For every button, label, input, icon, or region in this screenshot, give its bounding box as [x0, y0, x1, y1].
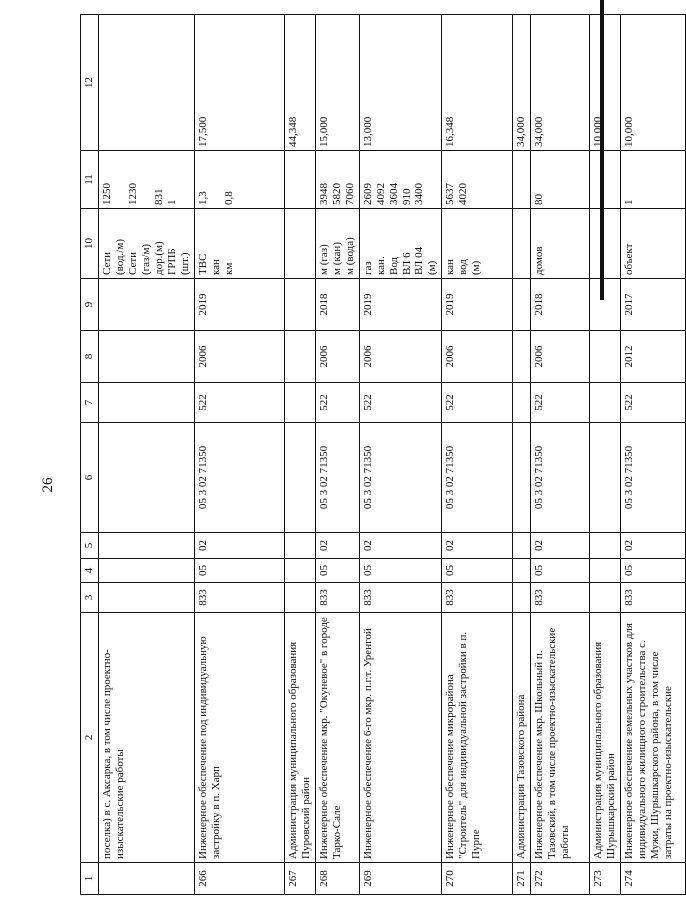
row-number: [98, 863, 194, 895]
row-description: Инженерное обеспечение под индивидуальную застройку в п. Харп: [194, 613, 284, 863]
row-year-start: 2006: [531, 331, 590, 383]
row-code-7: 522: [194, 383, 284, 423]
row-units: [284, 209, 315, 279]
row-quantities: 5637 4020: [442, 151, 513, 209]
row-year-end: 2018: [531, 279, 590, 331]
table-row: [590, 15, 621, 895]
row-amount: 10,000: [590, 15, 621, 151]
row-code-6: 05 3 02 71350: [531, 423, 590, 533]
table-row: [513, 15, 531, 895]
col-header-10: 10: [81, 209, 99, 279]
row-quantities: 80: [531, 151, 590, 209]
row-number: 266: [194, 863, 284, 895]
row-code-3: [98, 583, 194, 613]
row-quantities: 1,3 0,8: [194, 151, 284, 209]
row-code-6: [513, 423, 531, 533]
row-code-4: [590, 559, 621, 583]
page-number: 26: [40, 477, 56, 493]
row-code-6: 05 3 02 71350: [442, 423, 513, 533]
row-code-5: [590, 533, 621, 559]
row-year-end: [284, 279, 315, 331]
row-code-3: 833: [315, 583, 359, 613]
row-code-6: 05 3 02 71350: [315, 423, 359, 533]
row-year-start: [590, 331, 621, 383]
row-code-5: [98, 533, 194, 559]
row-code-3: 833: [442, 583, 513, 613]
row-description: Администрация муниципального образования Пуровский район: [284, 613, 315, 863]
row-code-4: 05: [194, 559, 284, 583]
row-amount: [98, 15, 194, 151]
row-quantities: 3948 5820 7060: [315, 151, 359, 209]
row-code-5: 02: [442, 533, 513, 559]
row-code-3: [513, 583, 531, 613]
table-row: [621, 15, 686, 895]
row-units: ТВС кан км: [194, 209, 284, 279]
row-units: объект: [621, 209, 686, 279]
row-code-3: 833: [531, 583, 590, 613]
row-number: 268: [315, 863, 359, 895]
table-row: [98, 15, 194, 895]
table-row: [531, 15, 590, 895]
row-code-3: 833: [621, 583, 686, 613]
row-code-7: 522: [621, 383, 686, 423]
row-quantities: 1250 1230 831 1: [98, 151, 194, 209]
col-header-1: 1: [81, 863, 99, 895]
row-amount: 13,000: [359, 15, 442, 151]
table-row: [315, 15, 359, 895]
row-units: кан вод (м): [442, 209, 513, 279]
row-code-4: [513, 559, 531, 583]
row-code-4: 05: [621, 559, 686, 583]
row-description: Администрация муниципального образования Шурышкарский район: [590, 613, 621, 863]
row-year-end: [590, 279, 621, 331]
row-description: Администрация Тазовского района: [513, 613, 531, 863]
row-code-3: [590, 583, 621, 613]
row-code-4: [98, 559, 194, 583]
row-code-5: [284, 533, 315, 559]
table-row: [284, 15, 315, 895]
row-code-4: 05: [442, 559, 513, 583]
row-units: [590, 209, 621, 279]
row-code-7: 522: [531, 383, 590, 423]
col-header-11: 11: [81, 151, 99, 209]
row-code-6: [590, 423, 621, 533]
row-quantities: [513, 151, 531, 209]
row-amount: 15,000: [315, 15, 359, 151]
row-number: 273: [590, 863, 621, 895]
row-code-6: 05 3 02 71350: [621, 423, 686, 533]
row-description: Инженерное обеспечение 6-го мкр. п.г.т. Уренгой: [359, 613, 442, 863]
row-code-6: 05 3 02 71350: [194, 423, 284, 533]
row-code-5: 02: [621, 533, 686, 559]
row-quantities: 2609 4092 3604 910 3400: [359, 151, 442, 209]
row-units: домов: [531, 209, 590, 279]
row-year-end: 2018: [315, 279, 359, 331]
row-year-end: 2017: [621, 279, 686, 331]
row-amount: 17,500: [194, 15, 284, 151]
row-amount: 34,000: [513, 15, 531, 151]
row-code-3: 833: [359, 583, 442, 613]
row-units: газ кан. Вод ВЛ 6 ВЛ 04 (м): [359, 209, 442, 279]
row-code-7: [513, 383, 531, 423]
table-row: [194, 15, 284, 895]
table-row: [442, 15, 513, 895]
row-amount: 10,000: [621, 15, 686, 151]
row-number: 270: [442, 863, 513, 895]
row-amount: 34,000: [531, 15, 590, 151]
col-header-8: 8: [81, 331, 99, 383]
col-header-5: 5: [81, 533, 99, 559]
row-code-3: [284, 583, 315, 613]
row-code-7: 522: [359, 383, 442, 423]
row-code-7: [98, 383, 194, 423]
row-description: Инженерное обеспечение микрорайона "Строитель" для индивидуальной застройки в п. Пурпе: [442, 613, 513, 863]
row-year-start: 2006: [359, 331, 442, 383]
row-year-end: 2019: [442, 279, 513, 331]
row-quantities: [590, 151, 621, 209]
row-code-6: [98, 423, 194, 533]
col-header-6: 6: [81, 423, 99, 533]
row-year-start: [284, 331, 315, 383]
row-description: Инженерное обеспечение земельных участков для индивидуального жилищного строительства с. Мужи, Шурышкарского района, в том числе затраты на проектно-изыскательские: [621, 613, 686, 863]
row-number: 269: [359, 863, 442, 895]
row-number: 274: [621, 863, 686, 895]
row-quantities: 1: [621, 151, 686, 209]
row-code-6: 05 3 02 71350: [359, 423, 442, 533]
col-header-9: 9: [81, 279, 99, 331]
row-code-6: [284, 423, 315, 533]
row-amount: 44,348: [284, 15, 315, 151]
row-year-end: [513, 279, 531, 331]
col-header-7: 7: [81, 383, 99, 423]
row-code-4: 05: [315, 559, 359, 583]
row-code-4: [284, 559, 315, 583]
row-description: Инженерное обеспечение мкр. "Окуневое" в городе Тарко-Сале: [315, 613, 359, 863]
col-header-3: 3: [81, 583, 99, 613]
row-description: Инженерное обеспечение мкр. Школьный п. Тазовский, в том числе проектно-изыскательские работы: [531, 613, 590, 863]
col-header-12: 12: [81, 15, 99, 151]
row-code-5: 02: [359, 533, 442, 559]
row-code-7: 522: [442, 383, 513, 423]
row-code-5: 02: [315, 533, 359, 559]
row-number: 267: [284, 863, 315, 895]
row-year-start: 2006: [194, 331, 284, 383]
row-year-start: 2006: [315, 331, 359, 383]
row-year-start: 2006: [442, 331, 513, 383]
row-year-start: 2012: [621, 331, 686, 383]
row-number: 271: [513, 863, 531, 895]
row-units: м (газ) м (кан) м (вода): [315, 209, 359, 279]
row-number: 272: [531, 863, 590, 895]
row-units: [513, 209, 531, 279]
row-code-7: 522: [315, 383, 359, 423]
row-code-7: [284, 383, 315, 423]
row-code-3: 833: [194, 583, 284, 613]
row-code-5: 02: [531, 533, 590, 559]
row-description: поселка) в с. Аксарка, в том числе проектно-изыскательские работы: [98, 613, 194, 863]
header-row: [81, 15, 99, 895]
row-year-end: [98, 279, 194, 331]
row-code-5: 02: [194, 533, 284, 559]
row-year-start: [513, 331, 531, 383]
row-code-4: 05: [531, 559, 590, 583]
row-quantities: [284, 151, 315, 209]
col-header-2: 2: [81, 613, 99, 863]
budget-table: [80, 14, 686, 895]
row-code-5: [513, 533, 531, 559]
table-row: [359, 15, 442, 895]
row-year-start: [98, 331, 194, 383]
row-units: Сети (вод./м) Сети (газ/м) дор.(м) ГРПБ (шт.): [98, 209, 194, 279]
col-header-4: 4: [81, 559, 99, 583]
row-code-4: 05: [359, 559, 442, 583]
row-year-end: 2019: [359, 279, 442, 331]
row-amount: 16,348: [442, 15, 513, 151]
row-code-7: [590, 383, 621, 423]
row-year-end: 2019: [194, 279, 284, 331]
